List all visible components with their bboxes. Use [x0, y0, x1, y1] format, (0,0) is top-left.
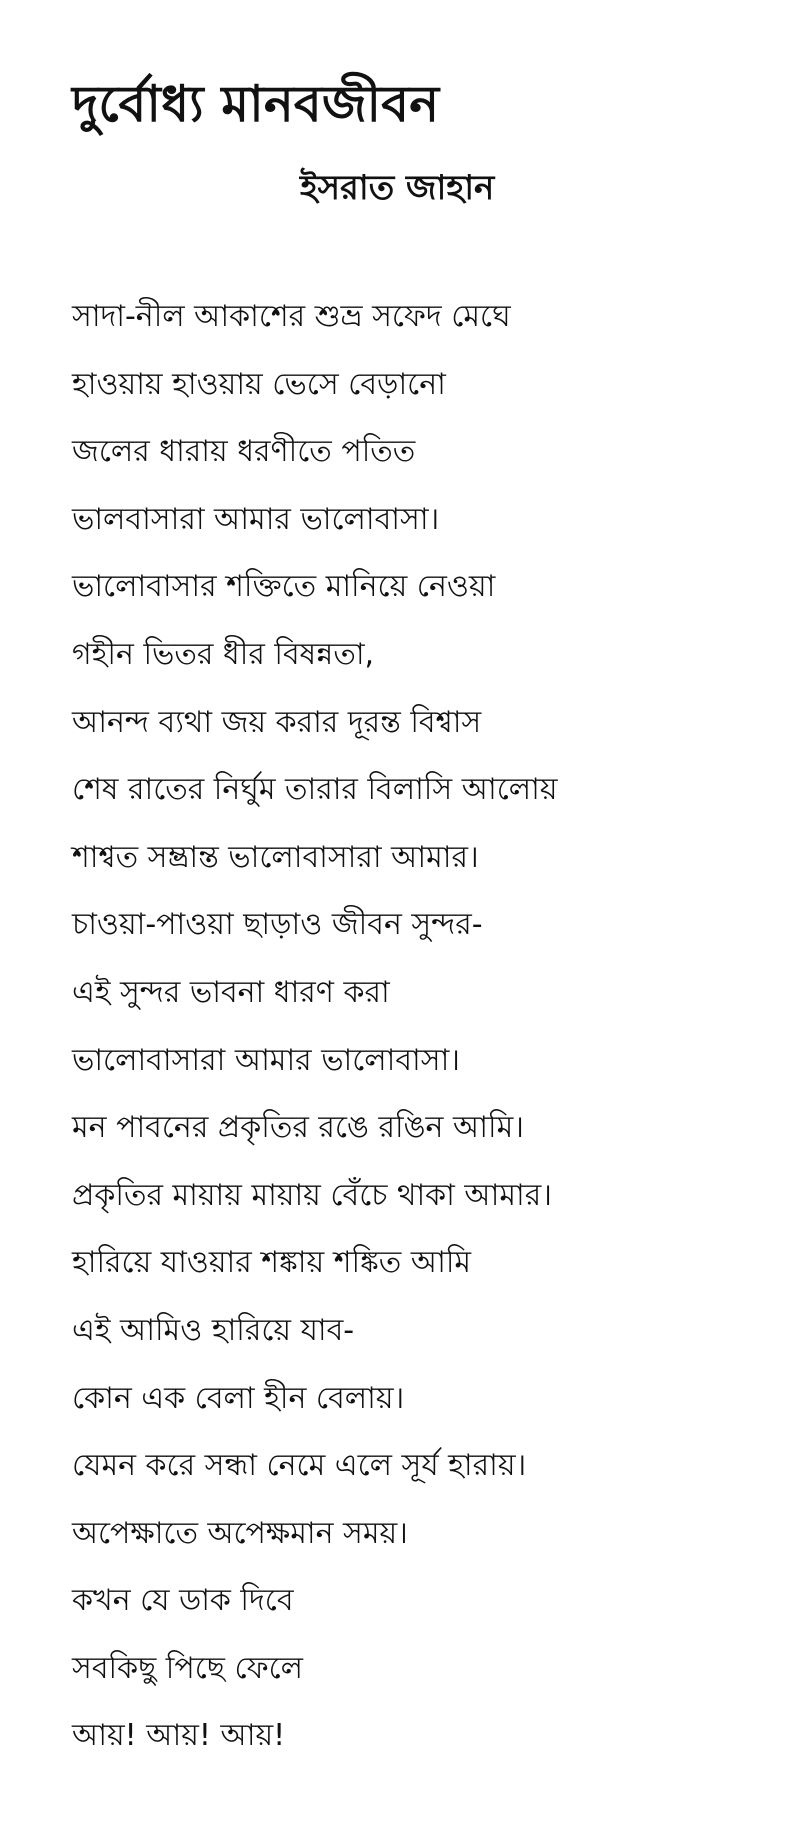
poem-line: কোন এক বেলা হীন বেলায়।: [72, 1380, 405, 1416]
poem-line: ভালবাসারা আমার ভালোবাসা।: [72, 501, 440, 537]
poem-line: যেমন করে সন্ধা নেমে এলে সূর্য হারায়।: [72, 1448, 527, 1484]
poem-line: আনন্দ ব্যথা জয় করার দূরন্ত বিশ্বাস: [72, 704, 482, 740]
poem-line: সাদা-নীল আকাশের শুভ্র সফেদ মেঘে: [72, 299, 511, 334]
poem-line: শাশ্বত সম্ভ্রান্ত ভালোবাসারা আমার।: [72, 839, 479, 875]
poem-line: এই আমিও হারিয়ে যাব-: [72, 1312, 355, 1348]
poem-line: মন পাবনের প্রকৃতির রঙে রঙিন আমি।: [72, 1110, 524, 1146]
poem-line: ভালোবাসারা আমার ভালোবাসা।: [72, 1042, 461, 1078]
poem-line: কখন যে ডাক দিবে: [72, 1583, 294, 1619]
poem-body: [72, 297, 772, 1784]
poem-line: চাওয়া-পাওয়া ছাড়াও জীবন সুন্দর-: [72, 907, 483, 943]
poem-line: আয়! আয়! আয়!: [72, 1718, 286, 1754]
poem-line: জলের ধারায় ধরণীতে পতিত: [72, 434, 416, 470]
poem-line: প্রকৃতির মায়ায় মায়ায় বেঁচে থাকা আমার।: [72, 1177, 552, 1213]
poem-line: অপেক্ষাতে অপেক্ষমান সময়।: [72, 1515, 408, 1551]
poem-line: গহীন ভিতর ধীর বিষন্নতা,: [72, 636, 375, 672]
poem-author: ইসরাত জাহান: [300, 168, 495, 208]
poem-title: দুর্বোধ্য মানবজীবন: [72, 75, 440, 133]
poem-line: সবকিছু পিছে ফেলে: [72, 1650, 304, 1686]
poem-line: হারিয়ে যাওয়ার শঙ্কায় শঙ্কিত আমি: [72, 1245, 472, 1281]
poem-line: ভালোবাসার শক্তিতে মানিয়ে নেওয়া: [72, 569, 496, 605]
poem-line: এই সুন্দর ভাবনা ধারণ করা: [72, 974, 390, 1010]
poem-line: হাওয়ায় হাওয়ায় ভেসে বেড়ানো: [72, 366, 446, 402]
poem-line: শেষ রাতের নির্ঘুম তারার বিলাসি আলোয়: [72, 772, 558, 808]
